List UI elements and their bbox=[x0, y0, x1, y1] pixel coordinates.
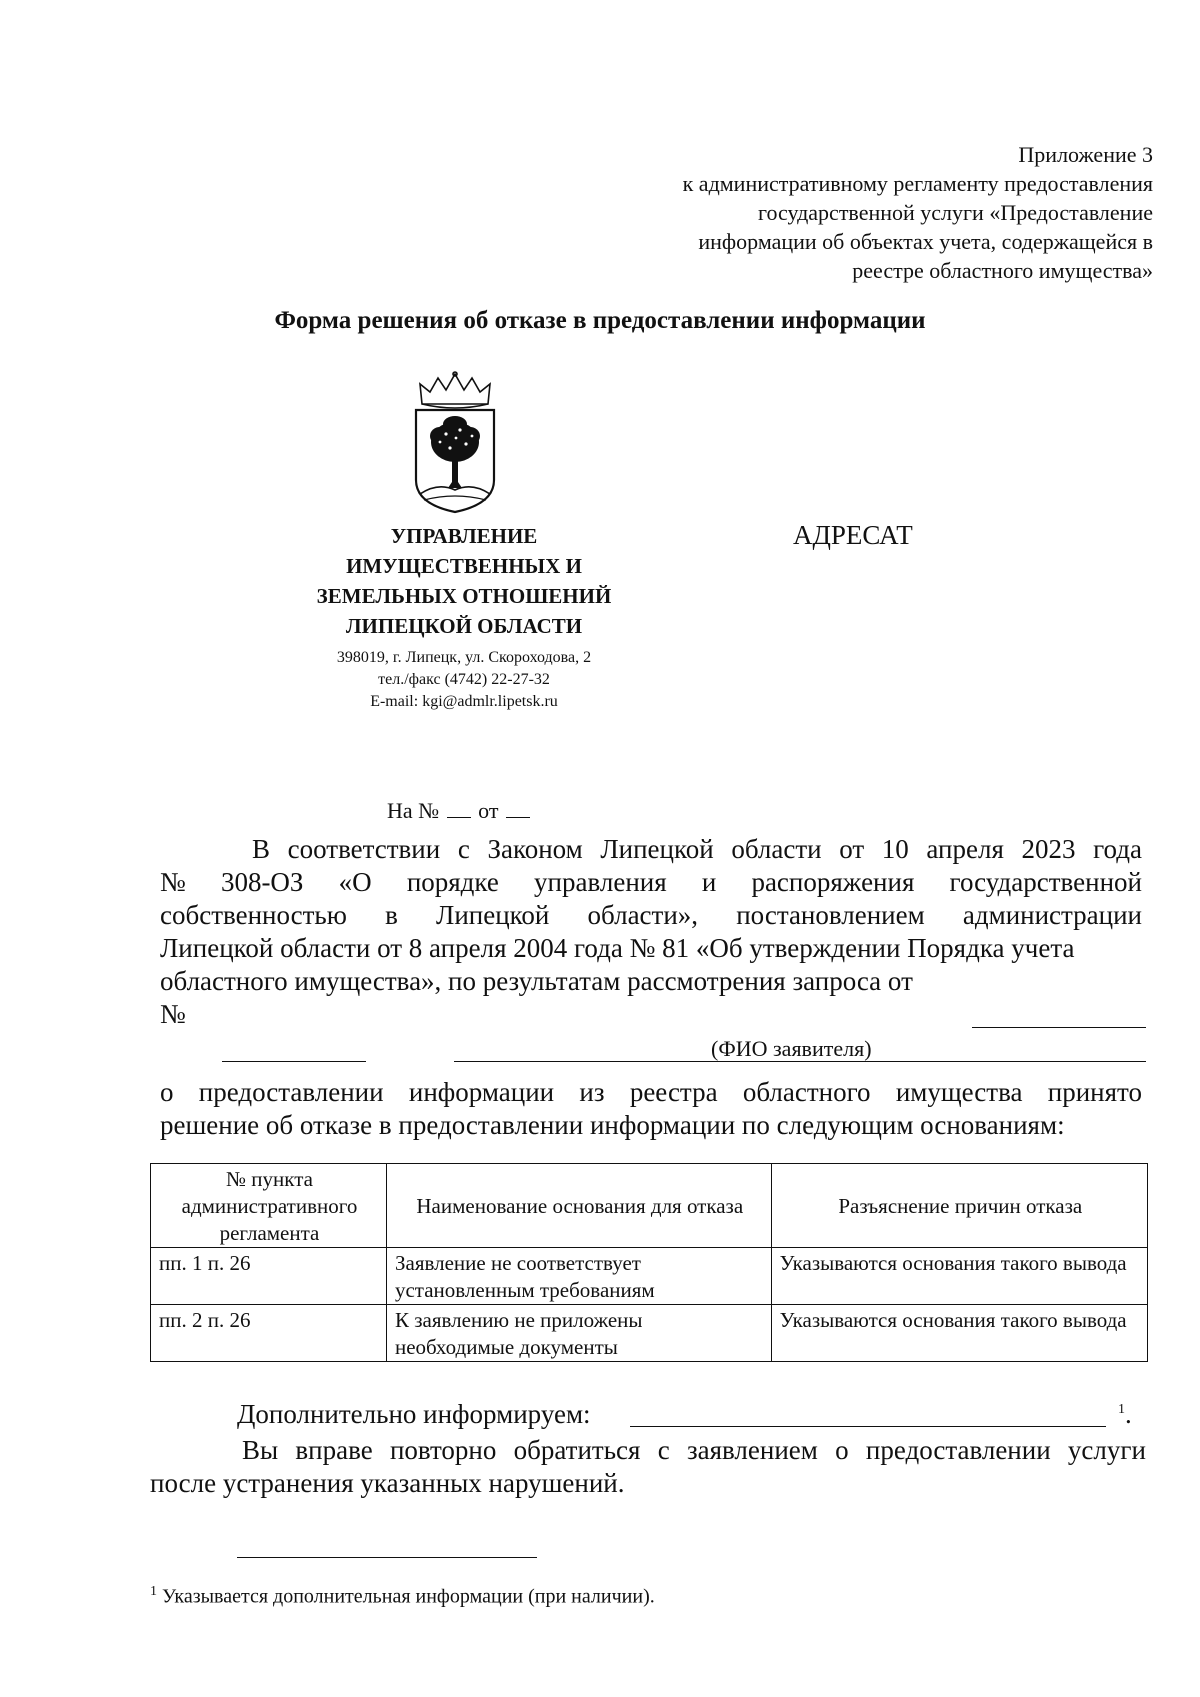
word: из bbox=[579, 1077, 605, 1107]
appendix-line: информации об объектах учета, содержащейся в bbox=[698, 229, 1153, 254]
footnote bbox=[150, 1584, 655, 1609]
reference-from: от bbox=[478, 798, 499, 823]
word: о bbox=[835, 1435, 849, 1465]
organization-address: 398019, г. Липецк, ул. Скороходова, 2 bbox=[336, 649, 592, 666]
table-cell: Указываются основания такого вывода bbox=[771, 1305, 1147, 1362]
appendix-line: к административному регламенту предоставления bbox=[682, 171, 1153, 196]
lipetsk-coat-of-arms-icon bbox=[410, 370, 500, 514]
appendix-line: государственной услуги «Предоставление bbox=[757, 200, 1153, 225]
word: информации bbox=[408, 1077, 555, 1107]
appendix-note bbox=[593, 140, 1153, 285]
paragraph-line bbox=[150, 1434, 1146, 1467]
word: Липецкой bbox=[436, 900, 550, 930]
column-header: Разъяснение причин отказа bbox=[771, 1164, 1147, 1248]
paragraph-line: Липецкой области от 8 апреля 2004 года № 81 «Об утверждении Порядка учета bbox=[160, 933, 1075, 963]
reference-date-blank bbox=[506, 799, 530, 818]
additional-info-label: Дополнительно информируем: bbox=[237, 1399, 591, 1429]
request-date-blank bbox=[972, 1027, 1146, 1028]
word: с bbox=[657, 1435, 670, 1465]
paragraph-line: областного имущества», по результатам рассмотрения запроса от bbox=[160, 966, 913, 996]
word: предоставлении bbox=[198, 1077, 384, 1107]
decision-paragraph-continued bbox=[160, 1076, 1142, 1142]
table-cell: Заявление не соответствует установленным требованиям bbox=[386, 1248, 771, 1305]
appendix-line: Приложение 3 bbox=[1018, 142, 1153, 167]
word: постановлением bbox=[736, 900, 925, 930]
applicant-name-caption: (ФИО заявителя) bbox=[711, 1036, 872, 1061]
word: Липецкой bbox=[600, 834, 714, 864]
closing-paragraph bbox=[150, 1434, 1146, 1500]
organization-name-line: УПРАВЛЕНИЕ bbox=[390, 524, 538, 548]
table-cell: К заявлению не приложены необходимые документы bbox=[386, 1305, 771, 1362]
footnote-mark: 1 bbox=[1118, 1402, 1125, 1417]
footnote-text: Указывается дополнительная информации (при наличии). bbox=[162, 1585, 655, 1608]
word: соответствии bbox=[287, 834, 441, 864]
table-row bbox=[151, 1248, 1148, 1305]
decision-paragraph bbox=[160, 833, 1142, 1031]
organization-email: E-mail: kgi@admlr.lipetsk.ru bbox=[370, 693, 558, 710]
word: области», bbox=[587, 900, 699, 930]
word: Законом bbox=[487, 834, 583, 864]
word: апреля bbox=[926, 834, 1004, 864]
footnote-number: 1 bbox=[150, 1584, 157, 1599]
reference-number-blank bbox=[447, 799, 471, 818]
table-cell: пп. 2 п. 26 bbox=[151, 1305, 387, 1362]
word: с bbox=[457, 834, 470, 864]
organization-contacts bbox=[294, 647, 634, 713]
paragraph-line: решение об отказе в предоставлении информации по следующим основаниям: bbox=[160, 1110, 1065, 1140]
reference-prefix: На № bbox=[387, 798, 440, 823]
paragraph-line bbox=[160, 833, 1142, 866]
reference-line bbox=[387, 798, 532, 824]
table-cell: Указываются основания такого вывода bbox=[771, 1248, 1147, 1305]
word: вправе bbox=[295, 1435, 373, 1465]
table-cell: пп. 1 п. 26 bbox=[151, 1248, 387, 1305]
paragraph-line bbox=[160, 866, 1142, 899]
word: распоряжения bbox=[751, 867, 915, 897]
table-header-row bbox=[151, 1164, 1148, 1248]
word: обратиться bbox=[513, 1435, 641, 1465]
organization-phone: тел./факс (4742) 22-27-32 bbox=[378, 671, 550, 688]
column-header: Наименование основания для отказа bbox=[386, 1164, 771, 1248]
paragraph-line bbox=[160, 899, 1142, 932]
word: В bbox=[252, 834, 271, 864]
appendix-line: реестре областного имущества» bbox=[852, 258, 1153, 283]
word: области bbox=[731, 834, 822, 864]
word: и bbox=[701, 867, 717, 897]
word: реестра bbox=[629, 1077, 718, 1107]
word: 10 bbox=[881, 834, 909, 864]
word: управления bbox=[534, 867, 667, 897]
paragraph-line: после устранения указанных нарушений. bbox=[150, 1468, 625, 1498]
organization-name-line: ЛИПЕЦКОЙ ОБЛАСТИ bbox=[345, 614, 583, 638]
word: повторно bbox=[389, 1435, 497, 1465]
word: имущества bbox=[895, 1077, 1023, 1107]
additional-info-blank bbox=[630, 1426, 1106, 1427]
word: в bbox=[385, 900, 398, 930]
refusal-reasons-table bbox=[150, 1163, 1148, 1362]
word: от bbox=[839, 834, 865, 864]
word: принято bbox=[1047, 1077, 1142, 1107]
request-number-blank bbox=[222, 1061, 366, 1062]
word: Вы bbox=[242, 1435, 279, 1465]
word: заявлением bbox=[686, 1435, 818, 1465]
word: о bbox=[160, 1077, 174, 1107]
word: года bbox=[1093, 834, 1142, 864]
form-title: Форма решения об отказе в предоставлении информации bbox=[274, 307, 926, 334]
column-header: № пункта административного регламента bbox=[151, 1164, 387, 1248]
word: областного bbox=[742, 1077, 871, 1107]
paragraph-line bbox=[160, 1076, 1142, 1109]
table-row bbox=[151, 1305, 1148, 1362]
additional-info-end bbox=[1118, 1399, 1132, 1430]
addressee: АДРЕСАТ bbox=[793, 520, 913, 550]
word: собственностью bbox=[160, 900, 347, 930]
word: государственной bbox=[949, 867, 1142, 897]
organization-name-line: ЗЕМЕЛЬНЫХ ОТНОШЕНИЙ bbox=[316, 584, 612, 608]
word: «О bbox=[338, 867, 372, 897]
footnote-separator bbox=[237, 1557, 537, 1558]
sentence-end: . bbox=[1125, 1399, 1132, 1429]
word: предоставлении bbox=[865, 1435, 1051, 1465]
paragraph-line: № bbox=[160, 999, 186, 1029]
word: № bbox=[160, 867, 186, 897]
word: 308-ОЗ bbox=[220, 867, 304, 897]
word: администрации bbox=[962, 900, 1142, 930]
organization-name-line: ИМУЩЕСТВЕННЫХ И bbox=[346, 554, 582, 578]
word: порядке bbox=[406, 867, 499, 897]
organization-name bbox=[294, 521, 634, 641]
additional-info-line bbox=[237, 1399, 591, 1430]
word: услуги bbox=[1067, 1435, 1146, 1465]
word: 2023 bbox=[1021, 834, 1076, 864]
